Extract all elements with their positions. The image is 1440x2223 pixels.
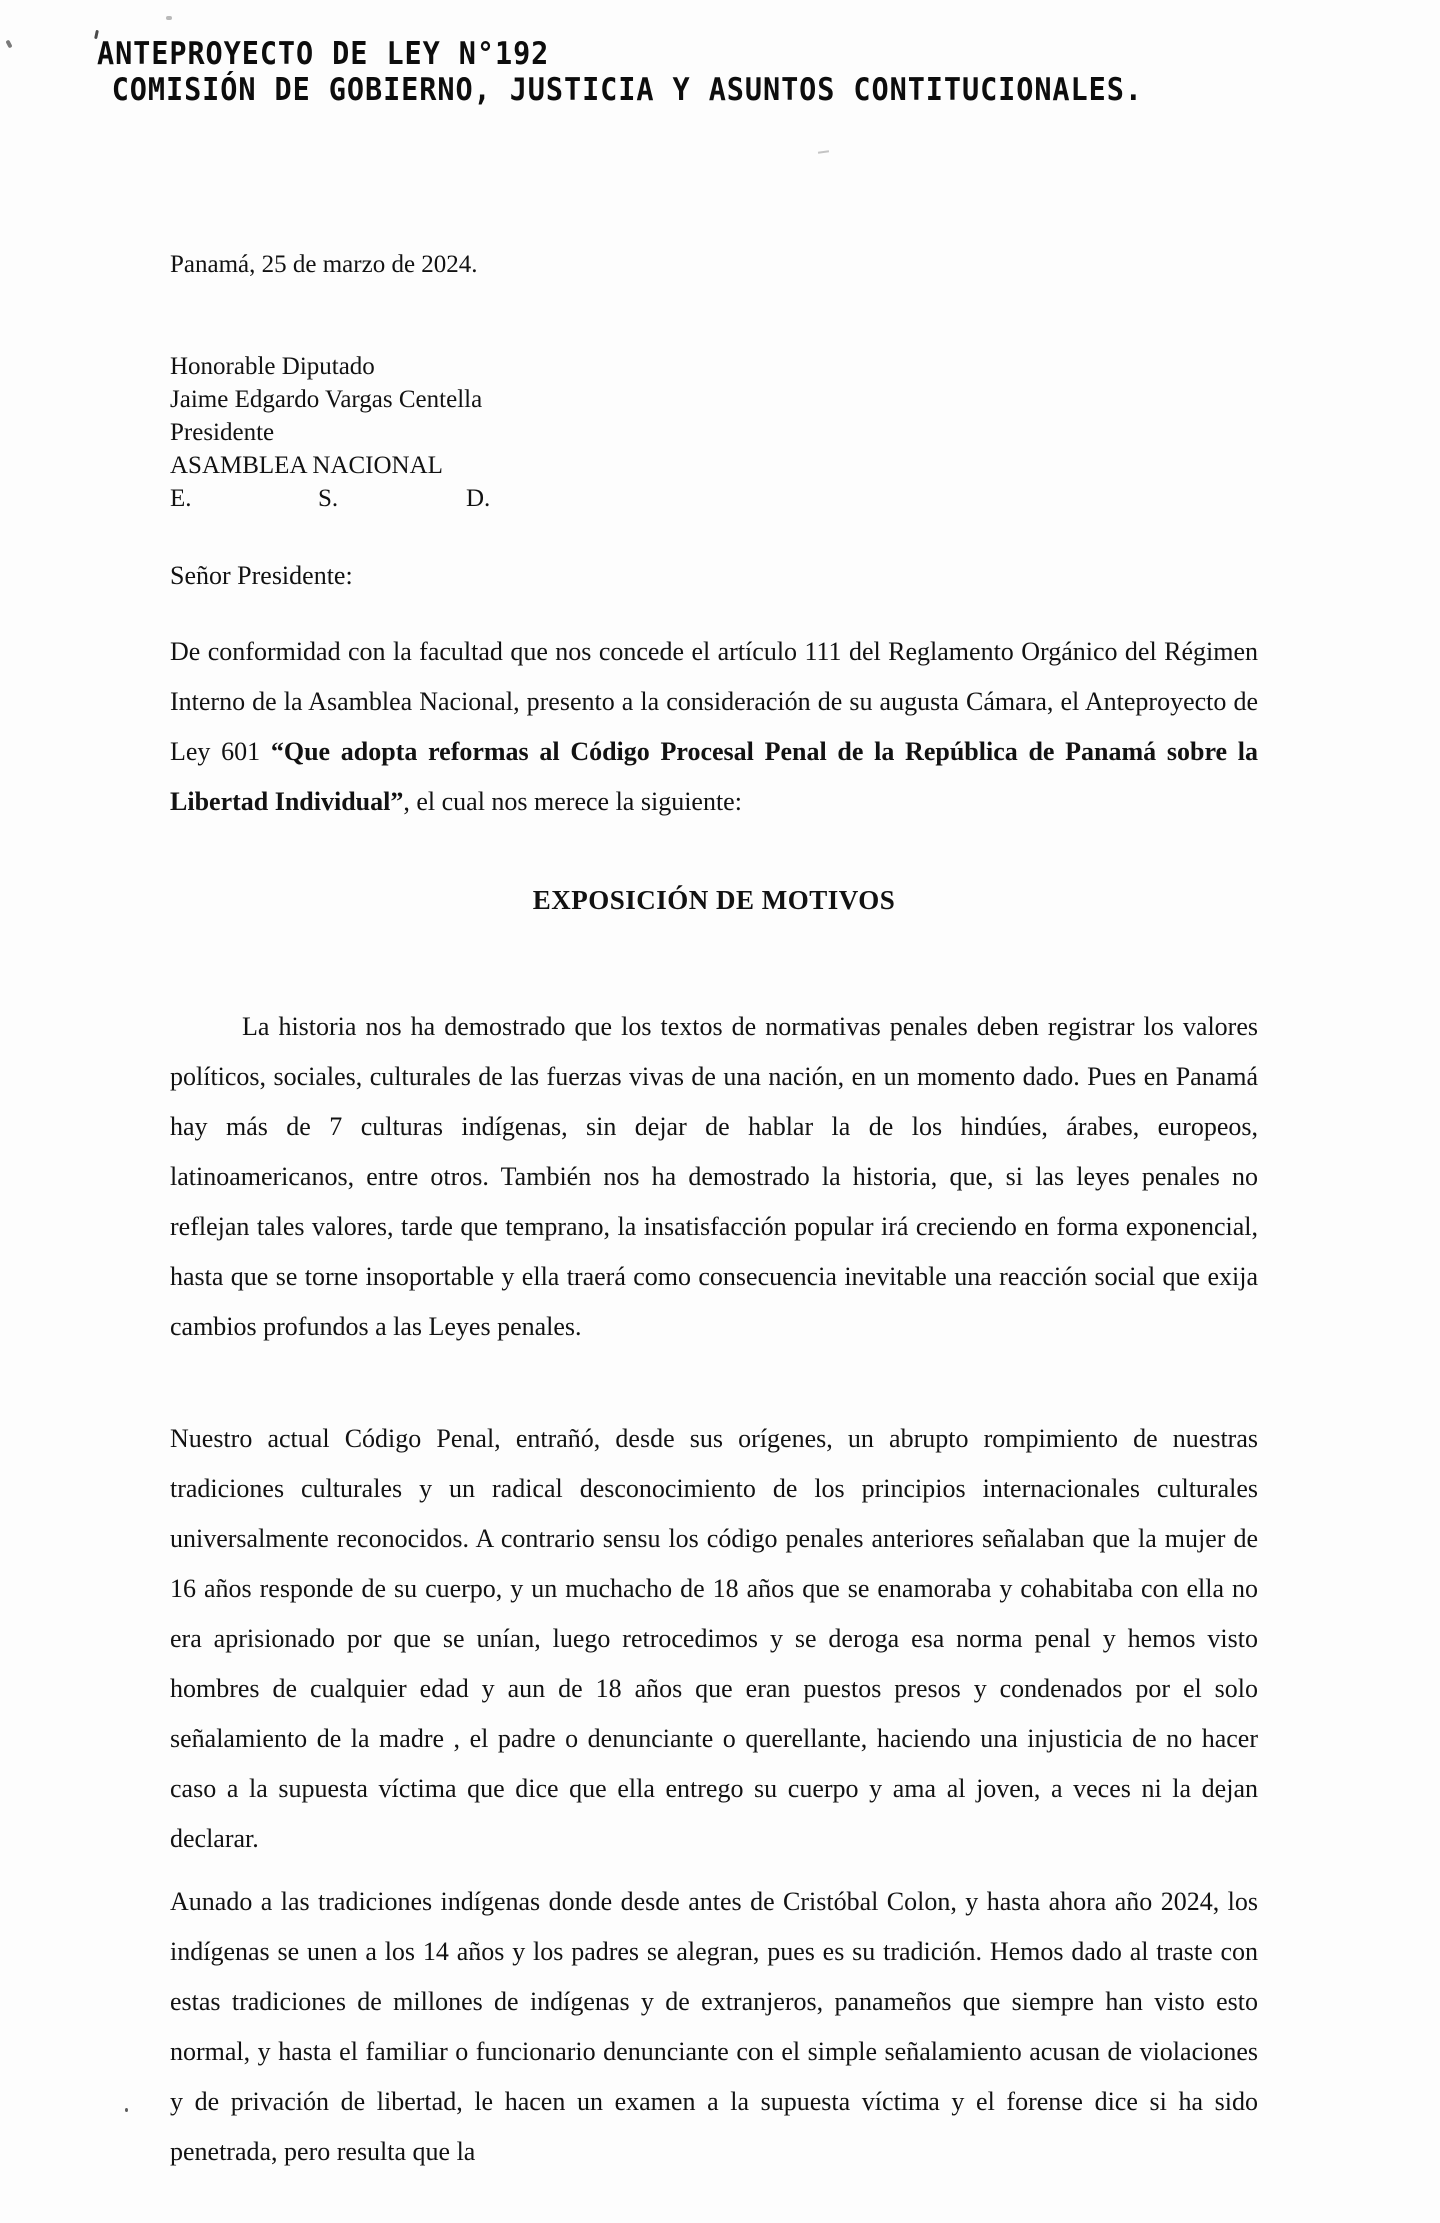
document-header	[97, 36, 1143, 108]
recipient-title: Honorable Diputado	[170, 353, 375, 380]
esd-s: S.	[318, 485, 339, 512]
header-bill-number: ANTEPROYECTO DE LEY N°192	[97, 36, 550, 72]
salutation: Señor Presidente:	[170, 561, 353, 590]
body-paragraph-history: La historia nos ha demostrado que los textos de normativas penales deben registrar los valores políticos, sociales, culturales de las fuerzas vivas de una nación, en un momento dado. Pues en Panamá hay más de 7 culturas indígenas, sin dejar de hablar la de los hindúes, árabes, europeos, latinoamericanos, entre otros. También nos ha demostrado la historia, que, si las leyes penales no reflejan tales valores, tarde que temprano, la insatisfacción popular irá creciendo en forma exponencial, hasta que se torne insoportable y ella traerá como consecuencia inevitable una reacción social que exija cambios profundos a las Leyes penales.	[170, 1012, 1258, 1341]
body-paragraph-traditions: Aunado a las tradiciones indígenas donde desde antes de Cristóbal Colon, y hasta ahora año 2024, los indígenas se unen a los 14 años y los padres se alegran, pues es su tradición. Hemos dado al traste con estas tradiciones de millones de indígenas y de extranjeros, panameños que siempre han visto esto normal, y hasta el familiar o funcionario denunciante con el simple señalamiento acusan de violaciones y de privación de libertad, le hacen un examen a la supuesta víctima y el forense dice si ha sido penetrada, pero resulta que la	[170, 1887, 1258, 2166]
recipient-position: Presidente	[170, 419, 275, 446]
scan-artifact	[166, 16, 172, 20]
scan-artifact	[818, 150, 829, 154]
recipient-block	[170, 350, 490, 515]
scan-artifact	[125, 2108, 128, 2112]
esd-d: D.	[466, 485, 491, 512]
section-heading: EXPOSICIÓN DE MOTIVOS	[532, 885, 896, 915]
esd-line	[170, 482, 490, 515]
header-commission-name: COMISIÓN DE GOBIERNO, JUSTICIA Y ASUNTOS CONTITUCIONALES.	[111, 72, 1143, 108]
recipient-name: Jaime Edgardo Vargas Centella	[170, 386, 483, 413]
date-line: Panamá, 25 de marzo de 2024.	[170, 251, 478, 278]
intro-bold-title: “Que adopta reformas al Código Procesal Penal de la República de Panamá sobre la Libertad Individual”	[170, 737, 1259, 816]
esd-e: E.	[170, 485, 192, 512]
scan-artifact	[5, 40, 12, 49]
recipient-institution: ASAMBLEA NACIONAL	[170, 452, 443, 479]
intro-part-3: , el cual nos merece la siguiente:	[403, 787, 742, 816]
intro-paragraph	[170, 627, 1258, 827]
body-paragraph-penal-code: Nuestro actual Código Penal, entrañó, desde sus orígenes, un abrupto rompimiento de nuestras tradiciones culturales y un radical desconocimiento de los principios internacionales culturales universalmente reconocidos. A contrario sensu los código penales anteriores señalaban que la mujer de 16 años responde de su cuerpo, y un muchacho de 18 años que se enamoraba y cohabitaba con ella no era aprisionado por que se unían, luego retrocedimos y se deroga esa norma penal y hemos visto hombres de cualquier edad y aun de 18 años que eran puestos presos y condenados por el solo señalamiento de la madre , el padre o denunciante o querellante, haciendo una injusticia de no hacer caso a la supuesta víctima que dice que ella entrego su cuerpo y ama al joven, a veces ni la dejan declarar.	[170, 1424, 1258, 1853]
intro-part-1: De conformidad con la facultad que nos concede el artículo 111 del Reglamento Orgánico del Régimen Interno de la Asamblea Nacional, presento a la consideración de su augusta Cámara, el Anteproyecto de Ley 601	[170, 637, 1258, 766]
